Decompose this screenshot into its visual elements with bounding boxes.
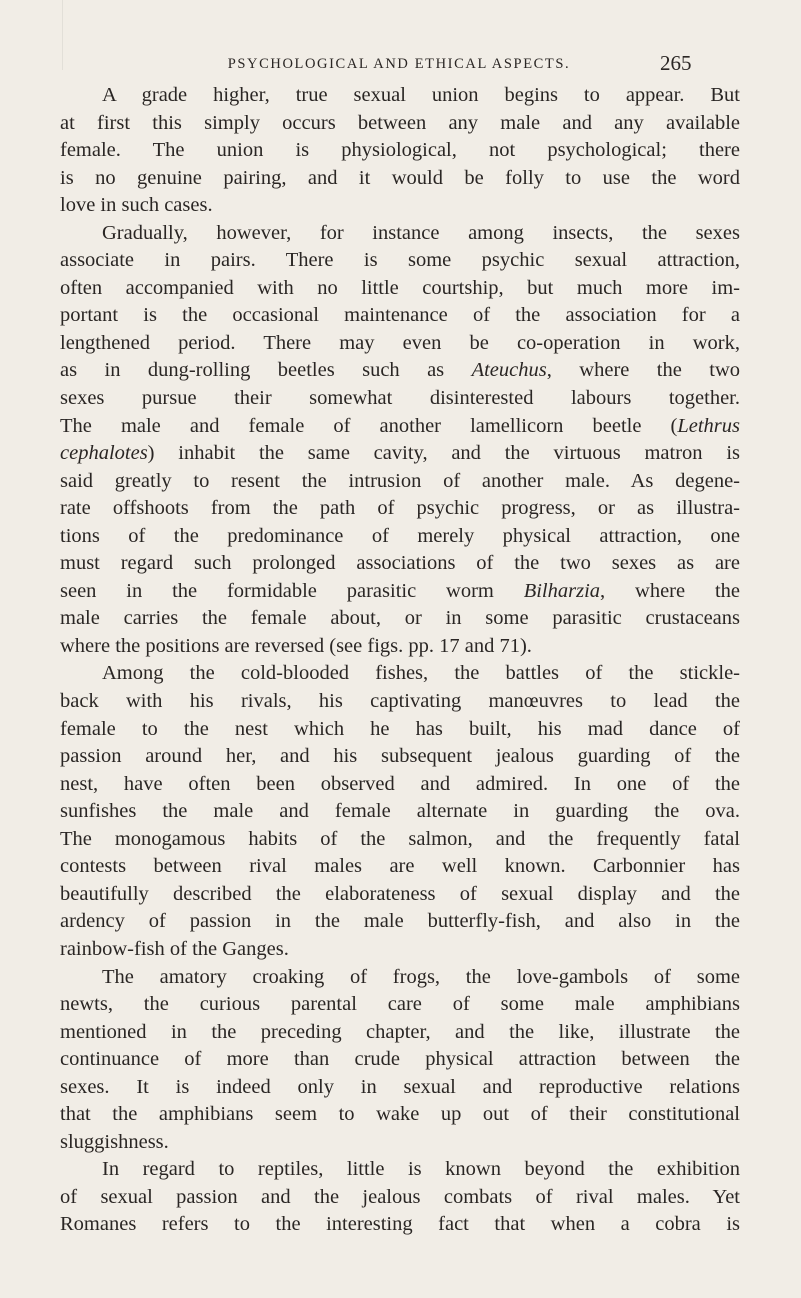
text-line-content: where the positions are reversed (see figs. pp. 17 and 71). — [60, 634, 532, 657]
page-edge-shadow — [62, 0, 63, 70]
text-line — [60, 468, 740, 496]
text-line-content: as in dung-rolling beetles such as — [60, 359, 472, 382]
text-line-content: The amatory croaking of frogs, the love-gambols of some — [102, 965, 740, 988]
text-line — [60, 247, 740, 275]
text-line-content: Among the cold-blooded fishes, the battles of the stickle- — [102, 662, 740, 685]
text-line-content: ardency of passion in the male butterfly-fish, and also in the — [60, 910, 740, 933]
text-line — [60, 1129, 740, 1157]
text-line-tail: , where the — [600, 579, 740, 602]
text-line-content: love in such cases. — [60, 194, 213, 217]
text-line-content: sexes. It is indeed only in sexual and reproductive relations — [60, 1075, 740, 1098]
text-line — [60, 165, 740, 193]
text-line — [60, 110, 740, 138]
text-line — [60, 550, 740, 578]
text-line — [60, 688, 740, 716]
text-line-content: beautifully described the elaborateness of sexual display and the — [60, 882, 740, 905]
text-line — [60, 440, 740, 468]
running-header: PSYCHOLOGICAL AND ETHICAL ASPECTS. — [227, 56, 571, 72]
text-line-content: female to the nest which he has built, his mad dance of — [60, 717, 740, 740]
text-line — [60, 1184, 740, 1212]
text-line — [60, 1019, 740, 1047]
text-line-content: sunfishes the male and female alternate in guarding the ova. — [60, 800, 740, 823]
text-line-content: female. The union is physiological, not psychological; there — [60, 139, 740, 162]
text-line — [60, 908, 740, 936]
text-line-content: continuance of more than crude physical attraction between the — [60, 1048, 740, 1071]
text-line — [60, 826, 740, 854]
text-line — [60, 1046, 740, 1074]
text-line-content: lengthened period. There may even be co-operation in work, — [60, 331, 740, 354]
text-line — [60, 192, 740, 220]
text-line-content: must regard such prolonged associations of the two sexes as are — [60, 552, 740, 575]
italic-term: Lethrus — [677, 414, 740, 437]
text-line — [60, 330, 740, 358]
text-line — [60, 881, 740, 909]
text-line — [60, 495, 740, 523]
text-line — [60, 798, 740, 826]
text-line — [60, 275, 740, 303]
text-line — [60, 716, 740, 744]
text-line-content: The monogamous habits of the salmon, and the frequently fatal — [60, 827, 740, 850]
text-line — [60, 523, 740, 551]
text-line — [60, 853, 740, 881]
text-line — [60, 82, 740, 110]
text-line — [60, 991, 740, 1019]
text-line-content: of sexual passion and the jealous combats of rival males. Yet — [60, 1185, 740, 1208]
body-text — [60, 82, 740, 1239]
text-line — [60, 1074, 740, 1102]
text-line — [60, 964, 740, 992]
text-line-content: tions of the predominance of merely physical attraction, one — [60, 524, 740, 547]
text-line — [60, 1156, 740, 1184]
text-line — [60, 137, 740, 165]
text-line-content: portant is the occasional maintenance of the association for a — [60, 304, 740, 327]
text-line-content: mentioned in the preceding chapter, and the like, illustrate the — [60, 1020, 740, 1043]
text-line-content: In regard to reptiles, little is known beyond the exhibition — [102, 1158, 740, 1181]
text-line — [60, 771, 740, 799]
text-line-content: The male and female of another lamellicorn beetle ( — [60, 414, 678, 437]
text-line-content: rate offshoots from the path of psychic progress, or as illustra- — [60, 497, 740, 520]
text-line-tail: , where the two — [546, 359, 740, 382]
text-line-content: often accompanied with no little courtship, but much more im- — [60, 276, 740, 299]
italic-term: cephalotes — [60, 442, 148, 465]
text-line — [60, 357, 740, 385]
text-line-content: rainbow-fish of the Ganges. — [60, 937, 289, 960]
text-line-content: associate in pairs. There is some psychic sexual attraction, — [60, 249, 740, 272]
text-line — [60, 1101, 740, 1129]
text-line-content: passion around her, and his subsequent jealous guarding of the — [60, 745, 740, 768]
text-line-content: Gradually, however, for instance among insects, the sexes — [102, 221, 740, 244]
text-line — [60, 660, 740, 688]
text-line-content: back with his rivals, his captivating manœuvres to lead the — [60, 690, 740, 713]
text-line-content: that the amphibians seem to wake up out of their constitutional — [60, 1103, 740, 1126]
text-line-content: is no genuine pairing, and it would be folly to use the word — [60, 166, 740, 189]
text-line — [60, 743, 740, 771]
text-line-content: male carries the female about, or in some parasitic crustaceans — [60, 607, 740, 630]
text-line — [60, 385, 740, 413]
text-line-content: newts, the curious parental care of some male amphibians — [60, 993, 740, 1016]
text-line-tail: ) inhabit the same cavity, and the virtuous matron is — [147, 442, 740, 465]
text-line-content: nest, have often been observed and admired. In one of the — [60, 772, 740, 795]
text-line-content: sexes pursue their somewhat disinterested labours together. — [60, 387, 740, 410]
text-line — [60, 302, 740, 330]
text-line — [60, 578, 740, 606]
text-line-content: said greatly to resent the intrusion of another male. As degene- — [60, 469, 740, 492]
text-line-content: sluggishness. — [60, 1130, 169, 1153]
text-line — [60, 220, 740, 248]
text-line — [60, 633, 740, 661]
text-line — [60, 1211, 740, 1239]
italic-term: Bilharzia — [523, 579, 601, 602]
text-line-content: Romanes refers to the interesting fact that when a cobra is — [60, 1213, 740, 1236]
text-line-content: at first this simply occurs between any male and any available — [60, 111, 740, 134]
text-line-content: A grade higher, true sexual union begins to appear. But — [102, 84, 740, 106]
text-line-content: contests between rival males are well known. Carbonnier has — [60, 855, 740, 878]
text-line — [60, 936, 740, 964]
text-line-content: seen in the formidable parasitic worm — [60, 579, 524, 602]
italic-term: Ateuchus — [471, 359, 547, 382]
page-number: 265 — [660, 51, 692, 75]
text-line — [60, 413, 740, 441]
text-line — [60, 605, 740, 633]
